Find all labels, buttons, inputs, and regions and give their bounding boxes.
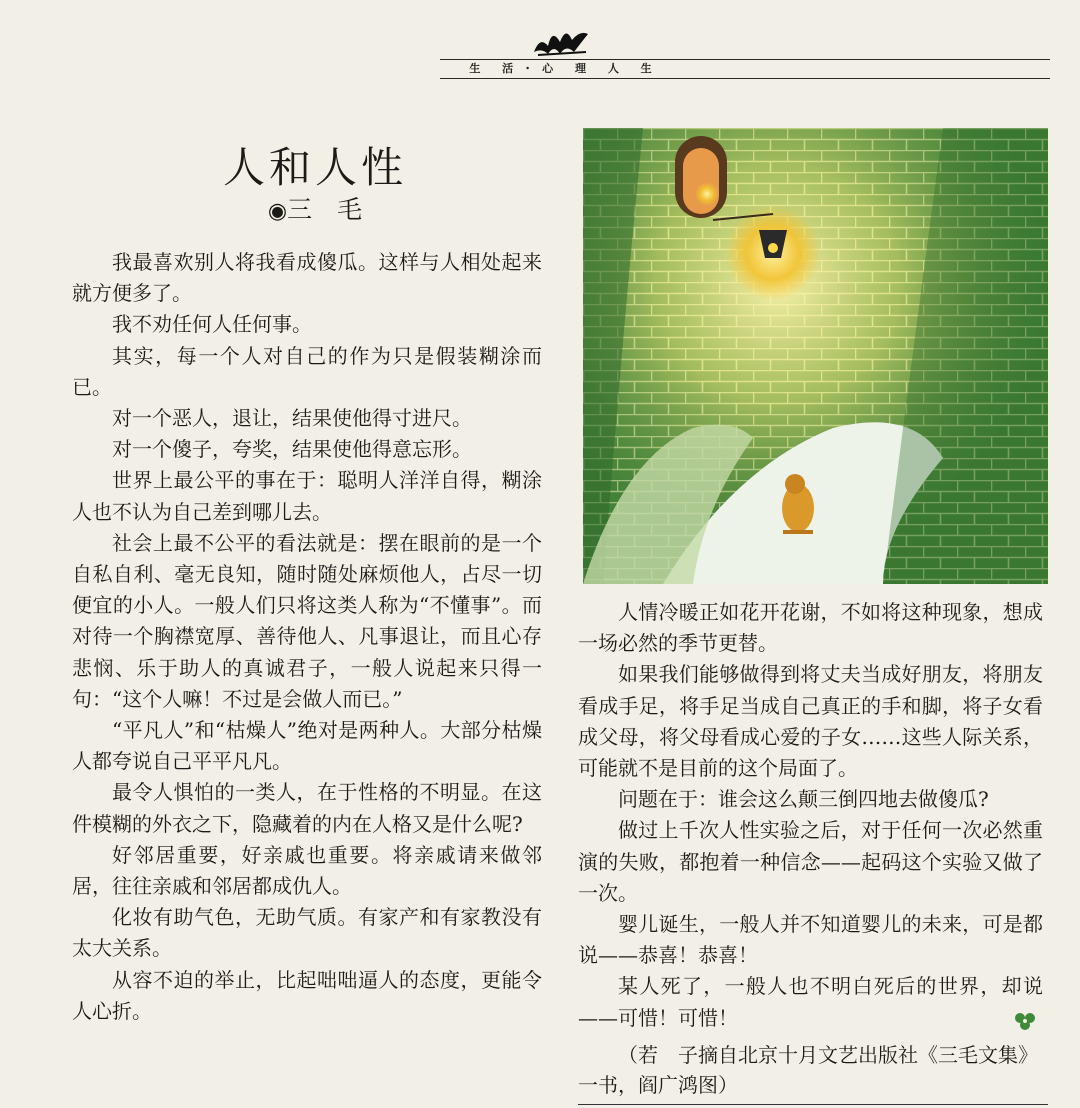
paragraph: 婴儿诞生，一般人并不知道婴儿的未来，可是都说——恭喜！恭喜！ <box>578 912 1043 968</box>
paragraph: 问题在于：谁会这么颠三倒四地去做傻瓜? <box>618 787 989 812</box>
paragraph: 我不劝任何人任何事。 <box>112 312 312 337</box>
source-credit <box>578 1040 1048 1100</box>
paragraph: 社会上最不公平的看法就是：摆在眼前的是一个自私自利、毫无良知，随时随处麻烦他人，占尽一切便宜的小人。一般人们只将这类人称为“不懂事”。而对待一个胸襟宽厚、善待他人、凡事退让，而且心存悲悯、乐于助人的真诚君子，一般人说起来只得一句：“这个人嘛！不过是会做人而已。” <box>72 530 542 711</box>
paragraph: 我最喜欢别人将我看成傻瓜。这样与人相处起来就方便多了。 <box>72 250 542 306</box>
paragraph: 化妆有助气色，无助气质。有家产和有家教没有太大关系。 <box>72 905 542 961</box>
header-rule-top <box>440 59 1050 60</box>
paragraph: 人情冷暖正如花开花谢，不如将这种现象，想成一场必然的季节更替。 <box>578 600 1043 656</box>
section-label: 生 活・心 理 人 生 <box>469 62 661 75</box>
bottom-rule <box>578 1104 1048 1105</box>
paragraph: 做过上千次人性实验之后，对于任何一次必然重演的失败，都抱着一种信念——起码这个实验又做了一次。 <box>578 818 1043 905</box>
paragraph: 好邻居重要，好亲戚也重要。将亲戚请来做邻居，往往亲戚和邻居都成仇人。 <box>72 842 542 899</box>
article-column-left <box>72 247 542 1027</box>
author-name: 三 毛 <box>287 195 363 224</box>
author-marker-icon: ◉ <box>267 199 288 224</box>
article-illustration <box>583 128 1048 584</box>
credit-text: （若 子摘自北京十月文艺出版社《三毛文集》一书，阎广鸿图） <box>578 1043 1038 1097</box>
header-rule-bottom <box>440 78 1050 79</box>
paragraph: 其实，每一个人对自己的作为只是假装糊涂而已。 <box>72 343 542 399</box>
paragraph: 对一个傻子，夸奖，结果使他得意忘形。 <box>112 437 472 462</box>
paragraph: 对一个恶人，退让，结果使他得寸进尺。 <box>112 406 472 431</box>
article-title: 人和人性 <box>222 143 407 192</box>
paragraph: 最令人惧怕的一类人，在于性格的不明显。在这件模糊的外衣之下，隐藏着的内在人格又是什么呢? <box>72 780 542 836</box>
magazine-logo-icon <box>530 22 592 58</box>
paragraph: 从容不迫的举止，比起咄咄逼人的态度，更能令人心折。 <box>72 967 542 1023</box>
paragraph: 如果我们能够做得到将丈夫当成好朋友，将朋友看成手足，将手足当成自己真正的手和脚，将子女看成父母，将父母看成心爱的子女……这些人际关系，可能就不是目前的这个局面了。 <box>578 662 1043 781</box>
paragraph: 世界上最公平的事在于：聪明人洋洋自得，糊涂人也不认为自己差到哪儿去。 <box>72 468 542 524</box>
article-column-right <box>578 597 1043 1034</box>
paragraph: “平凡人”和“枯燥人”绝对是两种人。大部分枯燥人都夸说自己平平凡凡。 <box>72 718 542 774</box>
article-author <box>150 194 480 228</box>
clover-end-mark-icon <box>1012 1010 1038 1032</box>
paragraph: 某人死了，一般人也不明白死后的世界，却说——可惜！可惜！ <box>578 974 1043 1030</box>
